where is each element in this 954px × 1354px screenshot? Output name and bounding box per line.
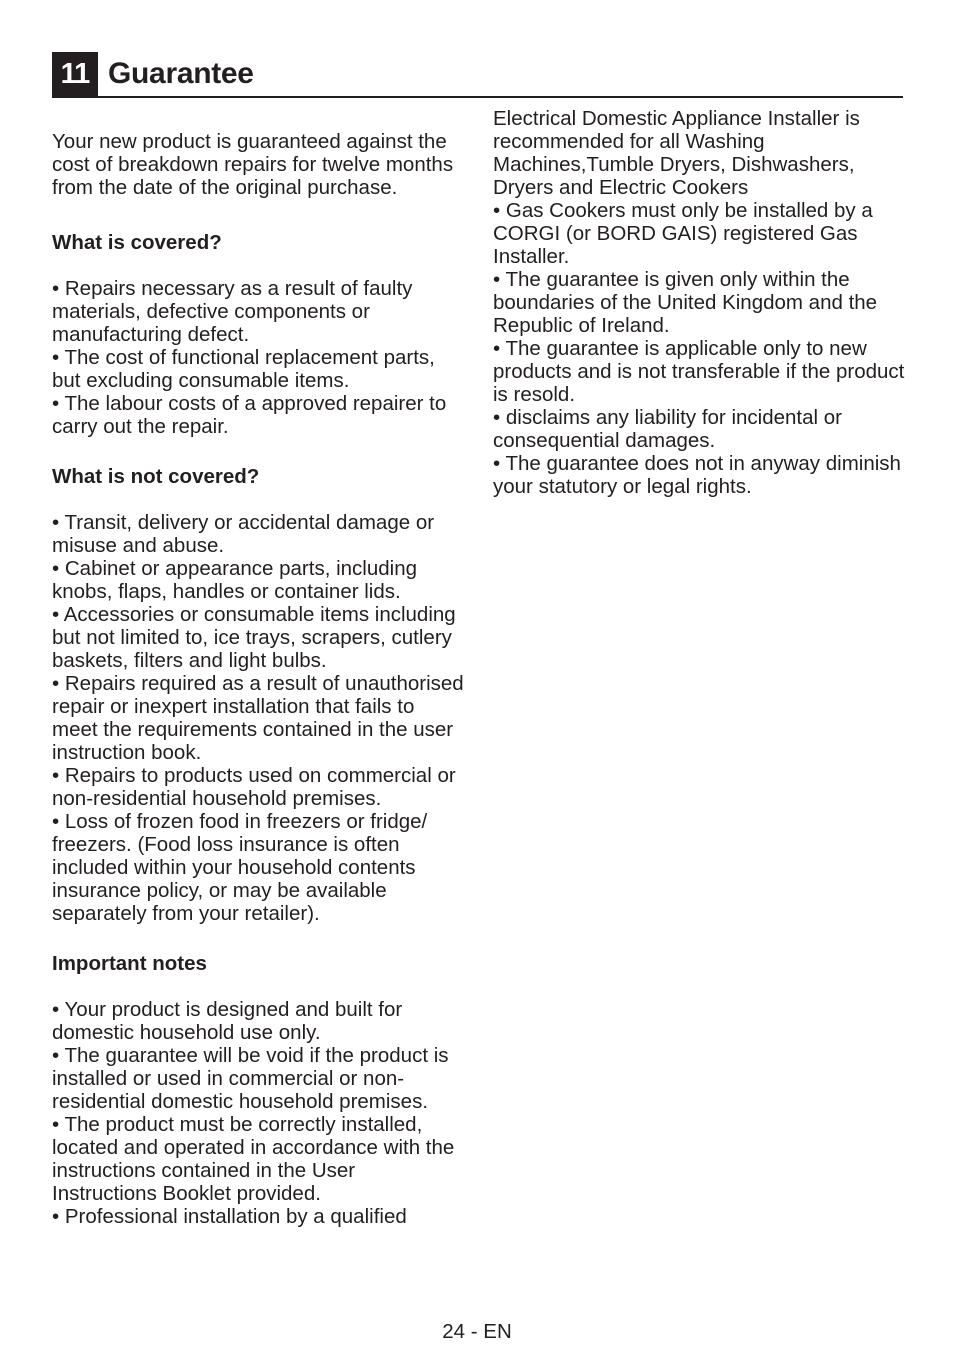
bullet-item: • Repairs necessary as a result of faulty materials, defective components or manufacturing defect. — [52, 277, 413, 346]
bullet-item: • Transit, delivery or accidental damage or misuse and abuse. — [52, 511, 435, 557]
bullet-item: • The labour costs of a approved repairer to carry out the repair. — [52, 392, 447, 438]
bullet-item: • Cabinet or appearance parts, including knobs, flaps, handles or container lids. — [52, 557, 418, 603]
bullet-item: • disclaims any liability for incidental or consequential damages. — [493, 406, 842, 452]
intro-paragraph: Your new product is guaranteed against the cost of breakdown repairs for twelve months from the date of the original purchase. — [52, 130, 454, 199]
bullet-item: • Repairs to products used on commercial or non-residential household premises. — [52, 764, 456, 810]
right-column — [493, 107, 905, 498]
bullet-item: • The guarantee will be void if the product is installed or used in commercial or non-residential domestic household premises. — [52, 1044, 449, 1113]
section-number: 11 — [52, 52, 98, 96]
important-notes-heading: Important notes — [52, 952, 207, 975]
covered-section — [52, 231, 464, 438]
bullet-item: • The guarantee is given only within the boundaries of the United Kingdom and the Republic of Ireland. — [493, 268, 878, 337]
bullet-item: • Professional installation by a qualified — [52, 1205, 407, 1228]
not-covered-heading: What is not covered? — [52, 465, 260, 488]
left-column — [52, 130, 464, 1255]
page-title: Guarantee — [108, 57, 254, 90]
bullet-item: • Loss of frozen food in freezers or fridge/ freezers. (Food loss insurance is often included within your household contents insurance policy, or may be available separately from your retailer). — [52, 810, 428, 925]
covered-heading: What is covered? — [52, 231, 222, 254]
section-header — [52, 52, 903, 98]
continued-paragraph: Electrical Domestic Appliance Installer is recommended for all Washing Machines,Tumble Dryers, Dishwashers, Dryers and Electric Cookers — [493, 107, 860, 199]
bullet-item: • The product must be correctly installed, located and operated in accordance with the instructions contained in the User Instructions Booklet provided. — [52, 1113, 455, 1205]
bullet-item: • Your product is designed and built for domestic household use only. — [52, 998, 403, 1044]
page-number: 24 - EN — [442, 1320, 512, 1343]
not-covered-section — [52, 465, 464, 925]
bullet-item: • The guarantee does not in anyway diminish your statutory or legal rights. — [493, 452, 901, 498]
bullet-item: • The cost of functional replacement parts, but excluding consumable items. — [52, 346, 435, 392]
bullet-item: • Accessories or consumable items including but not limited to, ice trays, scrapers, cutlery baskets, filters and light bulbs. — [52, 603, 456, 672]
bullet-item: • Gas Cookers must only be installed by a CORGI (or BORD GAIS) registered Gas Installer. — [493, 199, 873, 268]
bullet-item: • The guarantee is applicable only to new products and is not transferable if the product is resold. — [493, 337, 905, 406]
bullet-item: • Repairs required as a result of unauthorised repair or inexpert installation that fails to meet the requirements contained in the user instruction book. — [52, 672, 464, 764]
important-notes-section — [52, 952, 464, 1228]
